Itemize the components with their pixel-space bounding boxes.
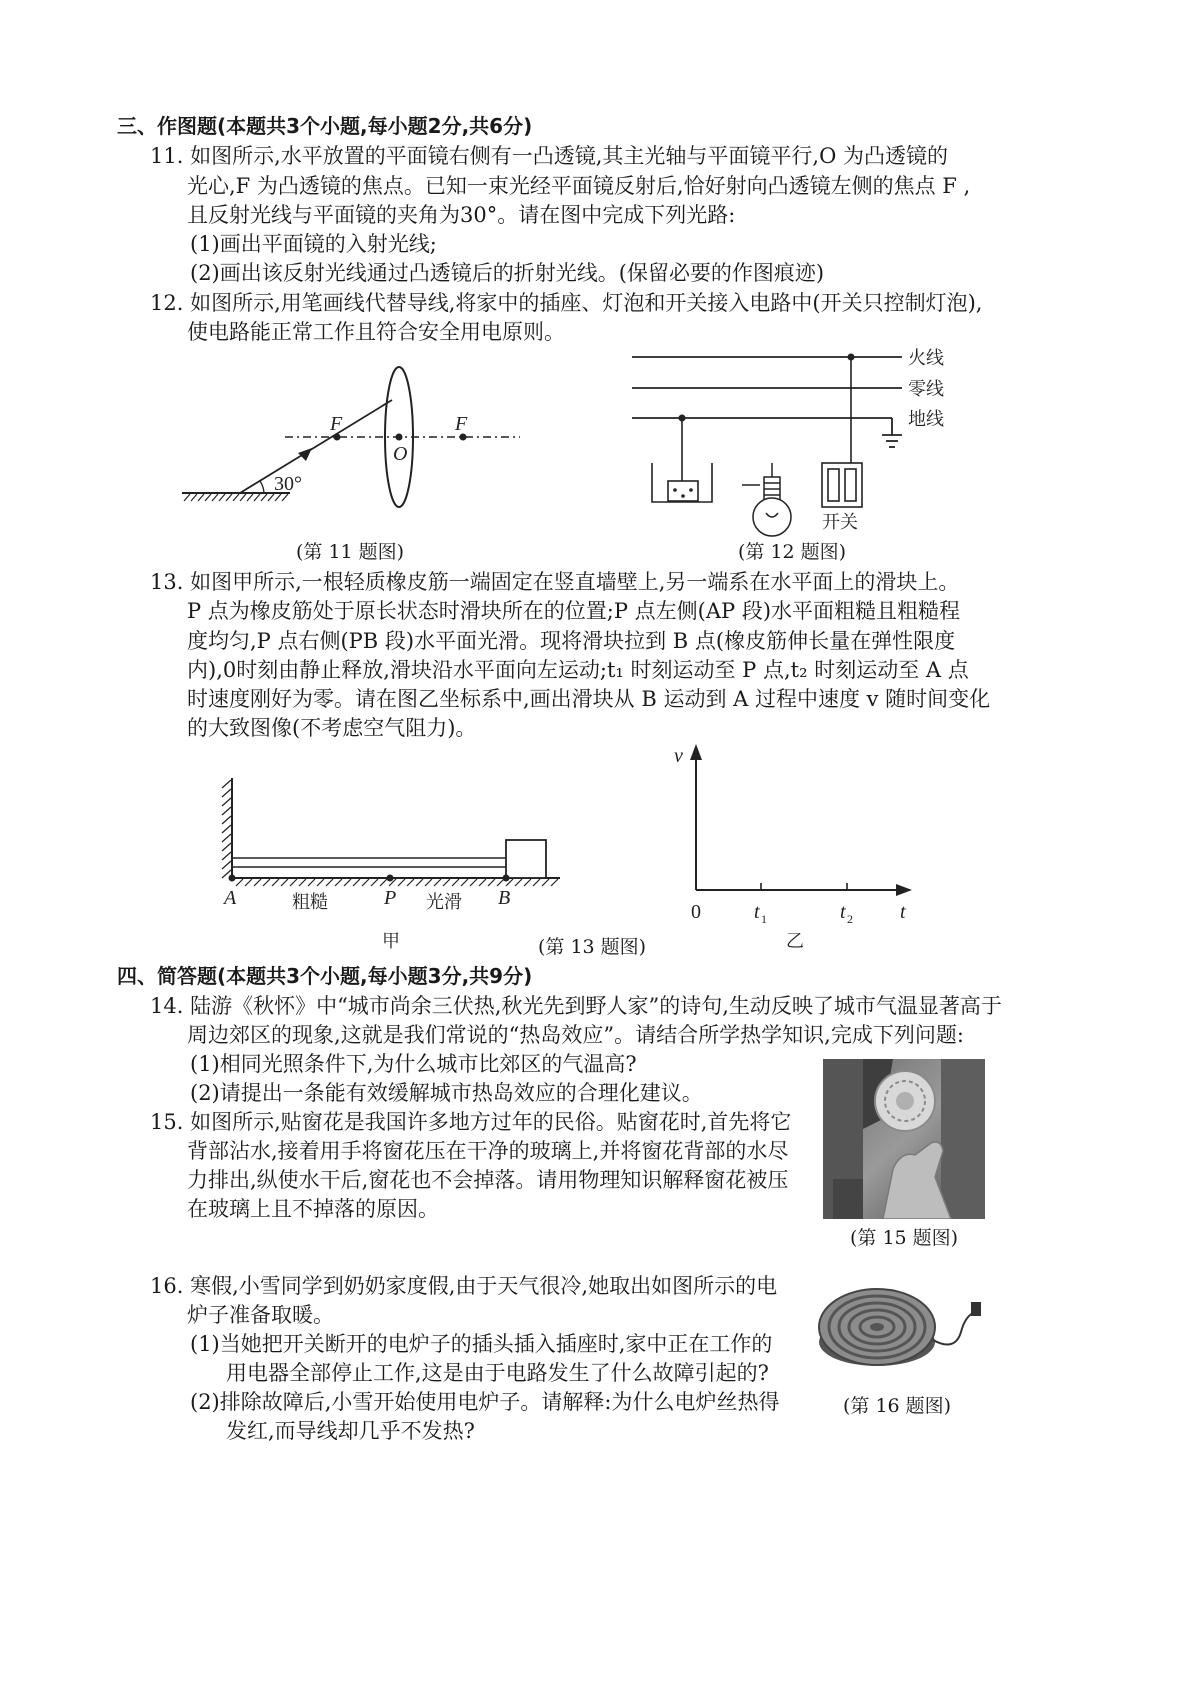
point-a	[229, 875, 236, 882]
q13-text-line-5: 时速度刚好为零。请在图乙坐标系中,画出滑块从 B 运动到 A 过程中速度 v 随时间变化	[187, 687, 991, 711]
q15-text-line-2: 背部沾水,接着用手将窗花压在干净的玻璃上,并将窗花背部的水尽	[187, 1139, 789, 1163]
ground-symbol	[882, 418, 902, 447]
q14-text-line-2: 周边郊区的现象,这就是我们常说的“热岛效应”。请结合所学热学知识,完成下列问题:	[187, 1023, 964, 1047]
light-bulb	[742, 463, 791, 536]
q15-text-line-1: 15. 如图所示,贴窗花是我国许多地方过年的民俗。贴窗花时,首先将它	[150, 1110, 792, 1134]
smooth-label: 光滑	[426, 892, 462, 913]
q14-subq-1: (1)相同光照条件下,为什么城市比郊区的气温高?	[190, 1052, 637, 1076]
y-axis-arrow	[690, 744, 702, 760]
neutral-wire-label: 零线	[908, 379, 944, 400]
q11-text-line-1: 11. 如图所示,水平放置的平面镜右侧有一凸透镜,其主光轴与平面镜平行,O 为凸透镜的	[150, 144, 948, 168]
ground-hatching	[236, 879, 558, 886]
wall-hatching	[222, 780, 231, 878]
electric-stove-photo	[815, 1272, 985, 1372]
q16-subq-1: (1)当她把开关断开的电炉子的插头插入插座时,家中正在工作的	[190, 1332, 773, 1356]
optical-center-point	[396, 434, 403, 441]
power-plug	[971, 1302, 981, 1316]
window-flower-photo	[823, 1059, 985, 1219]
x-axis-arrow	[896, 884, 912, 896]
q11-text-line-3: 且反射光线与平面镜的夹角为30°。请在图中完成下列光路:	[187, 203, 736, 227]
q16-caption: (第 16 题图)	[843, 1395, 952, 1417]
q13-text-line-2: P 点为橡皮筋处于原长状态时滑块所在的位置;P 点左侧(AP 段)水平面粗糙且粗糙程	[187, 599, 961, 623]
q12-text-line-1: 12. 如图所示,用笔画线代替导线,将家中的插座、灯泡和开关接入电路中(开关只控制灯泡),	[150, 291, 983, 315]
rough-label: 粗糙	[292, 892, 328, 913]
q12-text-line-2: 使电路能正常工作且符合安全用电原则。	[187, 320, 565, 344]
y-axis-label: v	[674, 745, 683, 767]
q11-figure	[170, 360, 540, 520]
ground-wire-label: 地线	[908, 409, 944, 430]
q12-caption: (第 12 题图)	[738, 541, 847, 563]
q13-text-line-1: 13. 如图甲所示,一根轻质橡皮筋一端固定在竖直墙壁上,另一端系在水平面上的滑块上。	[150, 570, 960, 594]
section4-heading: 四、简答题(本题共3个小题,每小题3分,共9分)	[117, 964, 533, 988]
angle-arc	[260, 481, 264, 493]
angle-label: 30°	[274, 473, 302, 495]
point-b-label: B	[498, 887, 511, 909]
focus-right-label: F	[455, 413, 468, 435]
q15-text-line-4: 在玻璃上且不掉落的原因。	[187, 1197, 439, 1221]
figure-b-name: 乙	[786, 931, 804, 952]
q15-text-line-3: 力排出,纵使水干后,窗花也不会掉落。请用物理知识解释窗花被压	[187, 1168, 789, 1192]
point-p-label: P	[384, 887, 397, 909]
q13-figure-a	[210, 770, 570, 950]
q12-figure	[630, 345, 970, 535]
t1-label: t	[754, 901, 760, 923]
q13-text-line-4: 内),0时刻由静止释放,滑块沿水平面向左运动;t₁ 时刻运动至 P 点,t₂ 时刻运动至 A 点	[187, 658, 969, 682]
ray-arrow	[298, 448, 312, 461]
point-p	[387, 875, 394, 882]
q16-subq-2-cont: 发红,而导线却几乎不发热?	[226, 1419, 475, 1443]
section3-heading: 三、作图题(本题共3个小题,每小题2分,共6分)	[117, 114, 533, 138]
t2-subscript: 2	[847, 912, 853, 926]
q16-text-line-1: 16. 寒假,小雪同学到奶奶家度假,由于天气很冷,她取出如图所示的电	[150, 1274, 778, 1298]
point-a-label: A	[224, 887, 237, 909]
t1-subscript: 1	[761, 912, 767, 926]
x-axis-label: t	[900, 901, 906, 923]
t2-label: t	[840, 901, 846, 923]
q16-subq-2: (2)排除故障后,小雪开始使用电炉子。请解释:为什么电炉丝热得	[190, 1390, 780, 1414]
q14-text-line-1: 14. 陆游《秋怀》中“城市尚余三伏热,秋光先到野人家”的诗句,生动反映了城市气温显著高于	[150, 994, 1002, 1018]
q13-caption: (第 13 题图)	[538, 936, 647, 958]
q11-text-line-2: 光心,F 为凸透镜的焦点。已知一束光经平面镜反射后,恰好射向凸透镜左侧的焦点 F ,	[187, 174, 971, 198]
live-wire-label: 火线	[908, 348, 944, 369]
q11-subq-2: (2)画出该反射光线通过凸透镜后的折射光线。(保留必要的作图痕迹)	[190, 261, 825, 285]
switch	[822, 463, 862, 507]
q11-subq-1: (1)画出平面镜的入射光线;	[190, 232, 437, 256]
q16-text-line-2: 炉子准备取暖。	[187, 1303, 334, 1327]
center-label: O	[393, 443, 408, 465]
q15-caption: (第 15 题图)	[850, 1227, 959, 1249]
q13-text-line-6: 的大致图像(不考虑空气阻力)。	[187, 716, 477, 740]
power-cord	[933, 1312, 975, 1345]
focus-left-label: F	[330, 413, 343, 435]
mirror-hatching	[184, 494, 288, 501]
q11-caption: (第 11 题图)	[296, 541, 405, 563]
q16-subq-1-cont: 用电器全部停止工作,这是由于电路发生了什么故障引起的?	[226, 1361, 769, 1385]
figure-a-name: 甲	[382, 931, 400, 952]
reflected-ray	[240, 400, 392, 493]
slider-block	[506, 840, 546, 878]
switch-label: 开关	[822, 512, 858, 533]
origin-label: 0	[691, 901, 701, 923]
q13-figure-b	[660, 740, 920, 950]
q14-subq-2: (2)请提出一条能有效缓解城市热岛效应的合理化建议。	[190, 1081, 703, 1105]
point-b	[503, 875, 510, 882]
q13-text-line-3: 度均匀,P 点右侧(PB 段)水平面光滑。现将滑块拉到 B 点(橡皮筋伸长量在弹性限度	[187, 629, 956, 653]
